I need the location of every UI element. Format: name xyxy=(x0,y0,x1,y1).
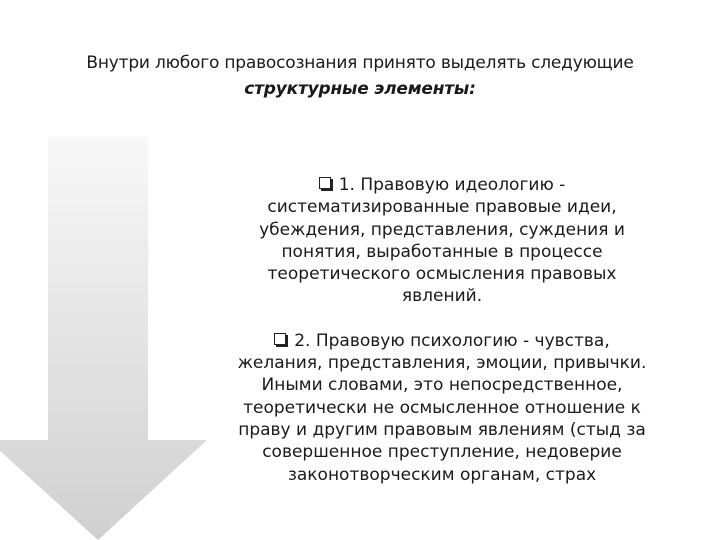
checkbox-bullet-icon xyxy=(319,177,331,189)
slide-title xyxy=(40,50,680,102)
content-list xyxy=(232,174,652,508)
list-item-text: 2. Правовую психологию - чувства, желания, представления, эмоции, привычки. Иными словами, это непосредственное, теоретически не осмысленное отношение к праву и другим правовым явлениям (стыд за совершенное преступление, недоверие законотворческим органам, страх xyxy=(237,330,647,485)
title-colon: : xyxy=(469,79,476,99)
list-item xyxy=(232,330,652,486)
title-emphasis: структурные элементы xyxy=(244,79,470,99)
list-item-text: 1. Правовую идеологию - систематизированные правовые идеи, убеждения, представления, суждения и понятия, выработанные в процессе теоретического осмысления правовых явлений. xyxy=(259,175,625,307)
down-arrow-shape xyxy=(0,137,210,540)
list-item xyxy=(232,174,652,308)
checkbox-bullet-icon xyxy=(274,333,286,345)
title-lead: Внутри любого правосознания принято выделять следующие xyxy=(86,53,634,73)
